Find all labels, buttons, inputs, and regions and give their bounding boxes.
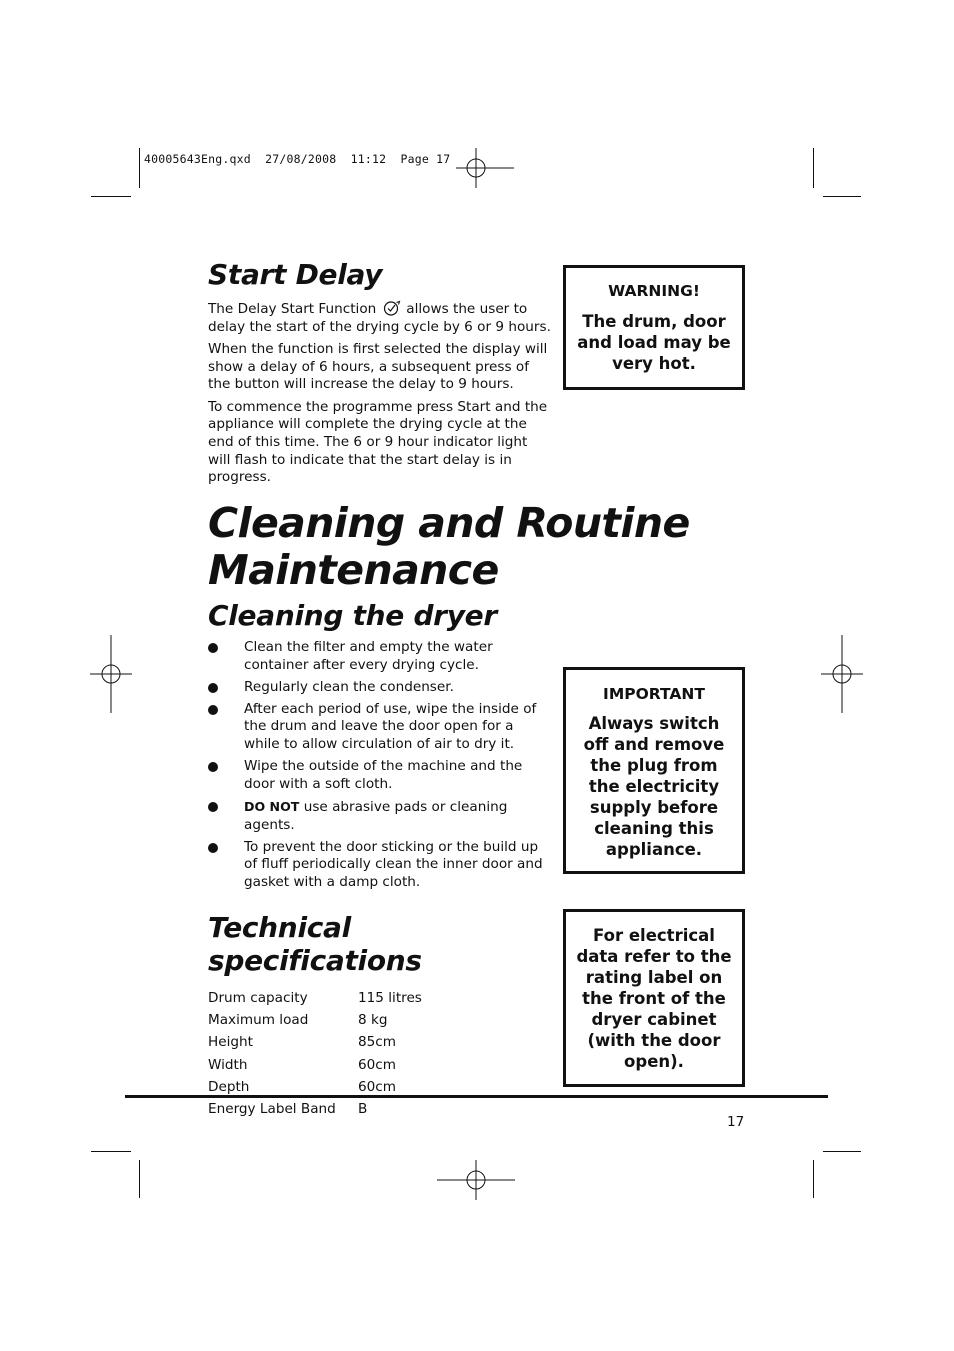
bullet-icon xyxy=(208,843,218,853)
registration-mark-top-line-icon xyxy=(476,148,516,188)
crop-mark-top-right-v xyxy=(813,148,814,188)
electrical-data-box xyxy=(563,909,745,1087)
list-item: To prevent the door sticking or the build up of fluff periodically clean the inner door and gasket with a damp cloth. xyxy=(208,839,553,892)
start-delay-heading: Start Delay xyxy=(208,258,383,291)
crop-mark-top-left-v xyxy=(139,148,140,188)
electrical-data-text: For electrical data refer to the rating label on the front of the dryer cabinet (with the door open). xyxy=(576,926,732,1071)
important-box xyxy=(563,667,745,874)
start-delay-paragraph-1-end: allows the user to delay the start of the drying cycle by 6 or 9 hours. xyxy=(208,301,551,335)
bullet-icon xyxy=(208,683,218,693)
list-item: Clean the filter and empty the water container after every drying cycle. xyxy=(208,639,553,674)
start-delay-paragraph-1-start: The Delay Start Function xyxy=(208,301,377,317)
crop-mark-bottom-right-v xyxy=(813,1160,814,1198)
start-delay-paragraph-1 xyxy=(208,300,553,336)
list-item: DO NOT use abrasive pads or cleaning agents. xyxy=(208,798,553,834)
list-item: Wipe the outside of the machine and the door with a soft cloth. xyxy=(208,758,553,793)
bullet-icon xyxy=(208,705,218,715)
clock-delay-icon xyxy=(382,300,402,316)
bullet-icon xyxy=(208,802,218,812)
main-heading xyxy=(208,500,768,594)
print-slug-line: 40005643Eng.qxd 27/08/2008 11:12 Page 17 xyxy=(144,152,451,166)
table-row: Drum capacity 115 litres xyxy=(208,990,422,1006)
bullet-icon xyxy=(208,643,218,653)
important-box-title: IMPORTANT xyxy=(603,685,705,703)
crop-mark-top-left-h xyxy=(91,196,131,197)
crop-mark-bottom-left-h xyxy=(91,1151,131,1152)
table-row: Height 85cm xyxy=(208,1034,397,1051)
crop-mark-bottom-left-v xyxy=(139,1160,140,1198)
table-row: Maximum load 8 kg xyxy=(208,1012,388,1029)
bullet-icon xyxy=(208,762,218,772)
spec-table xyxy=(208,987,422,1120)
crop-mark-top-right-h xyxy=(823,196,861,197)
list-item: After each period of use, wipe the inside of the drum and leave the door open for a while to allow circulation of air to dry it. xyxy=(208,701,553,754)
cleaning-bullet-list xyxy=(208,639,553,892)
technical-heading: Technical specifications xyxy=(208,911,422,977)
cleaning-heading: Cleaning the dryer xyxy=(208,599,497,632)
table-row: Depth 60cm xyxy=(208,1078,397,1095)
registration-mark-left-icon xyxy=(90,635,132,713)
list-item: Regularly clean the condenser. xyxy=(208,679,553,697)
start-delay-paragraph-2: When the function is first selected the display will show a delay of 6 hours, a subsequent press of the button will increase the delay to 9 hours. xyxy=(208,340,548,393)
do-not-emphasis: DO NOT xyxy=(244,798,300,814)
page-number: 17 xyxy=(727,1114,745,1130)
footer-rule xyxy=(125,1095,828,1098)
cleaning-section xyxy=(208,599,553,896)
warning-box-text: The drum, door and load may be very hot. xyxy=(577,312,731,373)
technical-section xyxy=(208,911,553,1120)
warning-box-title: WARNING! xyxy=(608,282,700,300)
main-heading-line-2: Maintenance xyxy=(208,546,499,594)
warning-box xyxy=(563,265,745,390)
registration-mark-right-icon xyxy=(821,635,863,713)
registration-mark-bottom-icon xyxy=(437,1160,515,1200)
start-delay-paragraph-3: To commence the programme press Start and the appliance will complete the drying cycle at the end of this time. The 6 or 9 hour indicator light will flash to indicate that the start delay is in progress. xyxy=(208,398,548,486)
crop-mark-bottom-right-h xyxy=(823,1151,861,1152)
table-row: Energy Label Band B xyxy=(208,1101,368,1118)
table-row: Width 60cm xyxy=(208,1056,397,1073)
start-delay-section xyxy=(208,258,553,492)
important-box-text: Always switch off and remove the plug from the electricity supply before cleaning this appliance. xyxy=(583,714,725,859)
main-heading-line-1: Cleaning and Routine xyxy=(208,499,690,547)
